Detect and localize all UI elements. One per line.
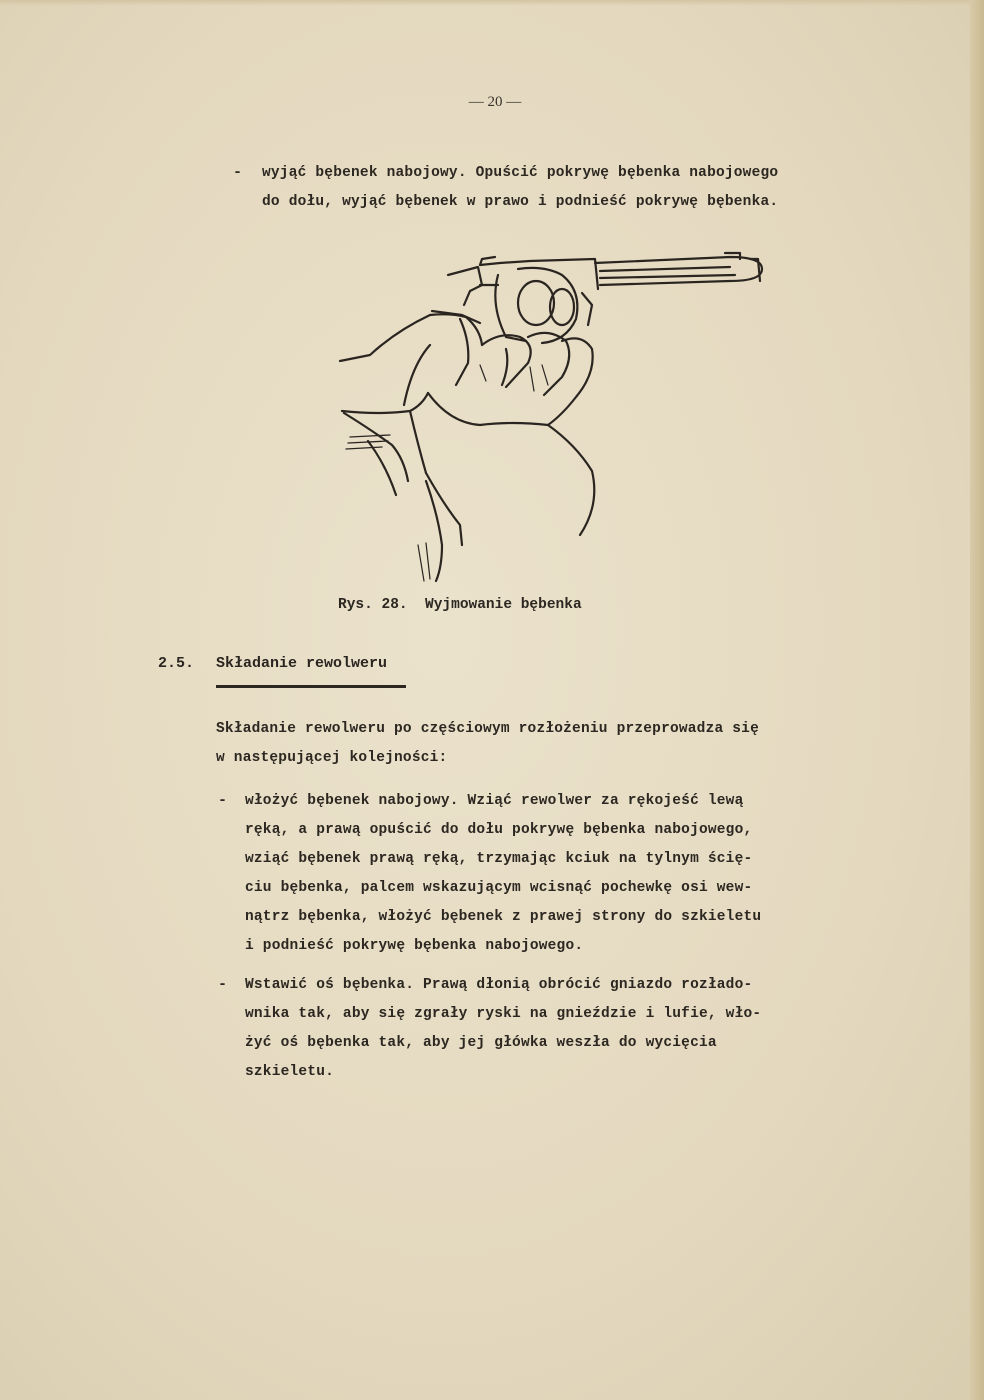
section-title: Składanie rewolweru <box>216 655 388 672</box>
intro-line-2: do dołu, wyjąć bębenek w prawo i podnieść pokrywę bębenka. <box>262 194 779 210</box>
step-1-line-4: ciu bębenka, palcem wskazującym wcisnąć pochewkę osi wew- <box>245 880 753 896</box>
step-2-line-3: żyć oś bębenka tak, aby jej główka weszła do wycięcia <box>245 1035 717 1051</box>
step-2-line-4: szkieletu. <box>245 1064 335 1080</box>
step-1-line-2: ręką, a prawą opuścić do dołu pokrywę bębenka nabojowego, <box>245 822 753 838</box>
step-1-line-5: nątrz bębenka, włożyć bębenek z prawej strony do szkieletu <box>245 909 762 925</box>
section-title-underline <box>216 685 406 688</box>
page-right-edge <box>970 0 984 1400</box>
intro-bullet: - <box>233 164 243 181</box>
figure-caption: Rys. 28. Wyjmowanie bębenka <box>338 597 582 613</box>
step-2-line-1: Wstawić oś bębenka. Prawą dłonią obrócić gniazdo rozłado- <box>245 977 753 993</box>
step-1-bullet: - <box>218 792 228 809</box>
section-intro-line-1: Składanie rewolweru po częściowym rozłożeniu przeprowadza się <box>216 721 759 737</box>
intro-line-1: wyjąć bębenek nabojowy. Opuścić pokrywę bębenka nabojowego <box>262 165 779 181</box>
step-2-line-2: wnika tak, aby się zgrały ryski na gnieździe i lufie, wło- <box>245 1006 762 1022</box>
revolver-hand-icon <box>330 245 770 585</box>
revolver-cylinder-removal-illustration <box>330 245 770 585</box>
page-number: — 20 — <box>468 94 522 110</box>
section-intro-line-2: w następującej kolejności: <box>216 750 448 766</box>
step-2-bullet: - <box>218 976 228 993</box>
section-number: 2.5. <box>158 655 195 672</box>
page-top-shadow <box>0 0 984 6</box>
step-1-line-1: włożyć bębenek nabojowy. Wziąć rewolwer za rękojeść lewą <box>245 793 744 809</box>
step-1-line-6: i podnieść pokrywę bębenka nabojowego. <box>245 938 584 954</box>
step-1-line-3: wziąć bębenek prawą ręką, trzymając kciuk na tylnym ścię- <box>245 851 753 867</box>
